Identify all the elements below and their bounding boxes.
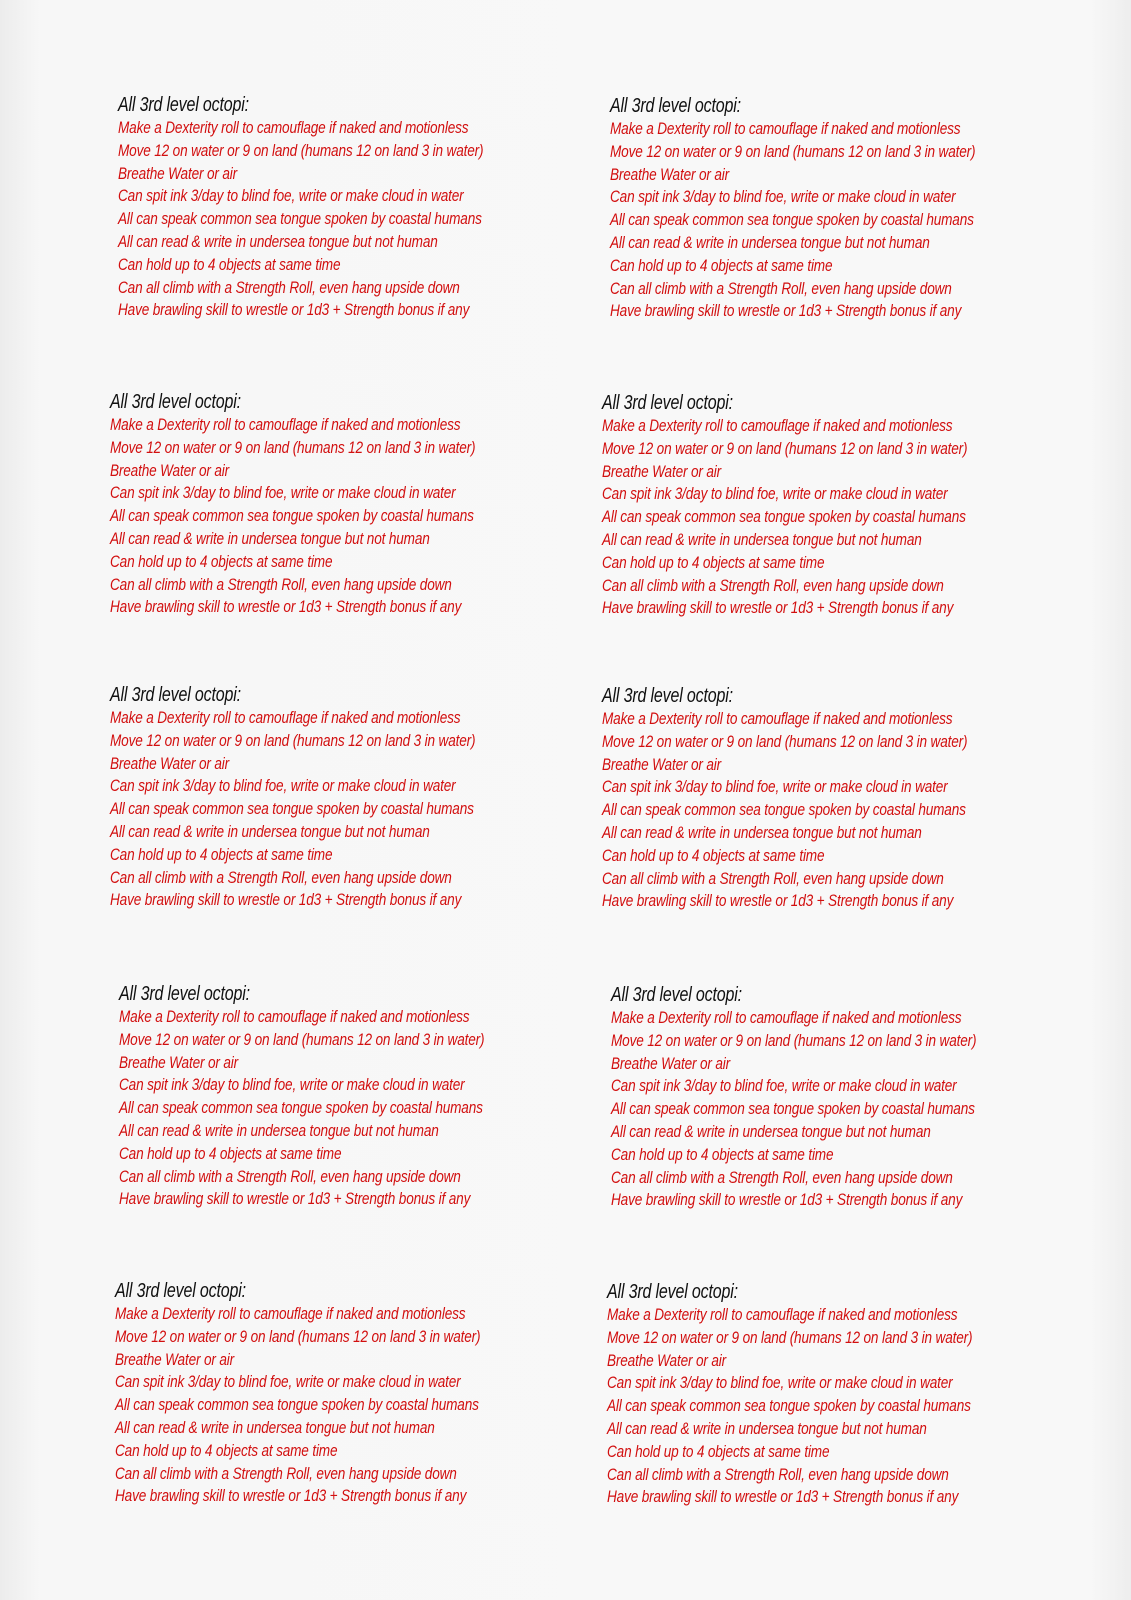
- ability-line: Have brawling skill to wrestle or 1d3 + Strength bonus if any: [119, 1189, 471, 1209]
- ability-line: Move 12 on water or 9 on land (humans 12 on land 3 in water): [115, 1326, 481, 1346]
- octopi-card-6: [602, 684, 968, 913]
- ability-line: Move 12 on water or 9 on land (humans 12 on land 3 in water): [602, 438, 968, 458]
- ability-line: Breathe Water or air: [602, 754, 722, 774]
- ability-line: All can speak common sea tongue spoken by coastal humans: [602, 507, 966, 527]
- ability-line: All can read & write in undersea tongue but not human: [118, 231, 438, 251]
- ability-line: Move 12 on water or 9 on land (humans 12 on land 3 in water): [602, 731, 968, 751]
- ability-line: Can hold up to 4 objects at same time: [115, 1440, 338, 1460]
- octopi-card-2: [610, 94, 976, 323]
- ability-line: All can speak common sea tongue spoken by coastal humans: [611, 1099, 975, 1119]
- card-title: All 3rd level octopi:: [602, 685, 733, 707]
- ability-line: Move 12 on water or 9 on land (humans 12 on land 3 in water): [118, 140, 484, 160]
- ability-line: All can read & write in undersea tongue but not human: [607, 1418, 927, 1438]
- card-title: All 3rd level octopi:: [110, 391, 241, 413]
- card-title: All 3rd level octopi:: [602, 392, 733, 414]
- ability-line: All can speak common sea tongue spoken by coastal humans: [118, 209, 482, 229]
- ability-line: Can hold up to 4 objects at same time: [610, 255, 833, 275]
- ability-line: Make a Dexterity roll to camouflage if naked and motionless: [610, 119, 961, 138]
- ability-line: Have brawling skill to wrestle or 1d3 + Strength bonus if any: [611, 1190, 963, 1210]
- ability-line: All can read & write in undersea tongue but not human: [602, 529, 922, 549]
- ability-line: Can spit ink 3/day to blind foe, write or make cloud in water: [119, 1075, 465, 1095]
- octopi-card-8: [611, 983, 977, 1212]
- octopi-card-7: [119, 982, 485, 1211]
- ability-line: Can hold up to 4 objects at same time: [602, 845, 825, 865]
- ability-line: Can all climb with a Strength Roll, even hang upside down: [118, 277, 460, 297]
- octopi-card-4: [602, 391, 968, 620]
- ability-line: Can hold up to 4 objects at same time: [110, 844, 333, 864]
- ability-line: All can read & write in undersea tongue but not human: [115, 1417, 435, 1437]
- ability-line: All can speak common sea tongue spoken by coastal humans: [119, 1098, 483, 1118]
- ability-line: Can all climb with a Strength Roll, even hang upside down: [611, 1167, 953, 1187]
- ability-line: Can spit ink 3/day to blind foe, write or make cloud in water: [602, 777, 948, 797]
- ability-line: Can all climb with a Strength Roll, even hang upside down: [115, 1463, 457, 1483]
- ability-line: Can hold up to 4 objects at same time: [607, 1441, 830, 1461]
- ability-line: All can speak common sea tongue spoken by coastal humans: [602, 800, 966, 820]
- card-title: All 3rd level octopi:: [607, 1281, 738, 1303]
- card-title: All 3rd level octopi:: [119, 983, 250, 1005]
- ability-line: Move 12 on water or 9 on land (humans 12 on land 3 in water): [119, 1029, 485, 1049]
- ability-line: Make a Dexterity roll to camouflage if naked and motionless: [119, 1007, 470, 1026]
- ability-line: Can all climb with a Strength Roll, even hang upside down: [602, 868, 944, 888]
- ability-line: Can spit ink 3/day to blind foe, write or make cloud in water: [115, 1372, 461, 1392]
- octopi-card-10: [607, 1280, 973, 1509]
- ability-line: Have brawling skill to wrestle or 1d3 + Strength bonus if any: [118, 300, 470, 320]
- ability-line: Can hold up to 4 objects at same time: [110, 551, 333, 571]
- ability-line: Move 12 on water or 9 on land (humans 12 on land 3 in water): [611, 1030, 977, 1050]
- ability-line: Have brawling skill to wrestle or 1d3 + Strength bonus if any: [610, 301, 962, 321]
- ability-line: All can speak common sea tongue spoken by coastal humans: [610, 210, 974, 230]
- ability-line: Make a Dexterity roll to camouflage if naked and motionless: [115, 1304, 466, 1323]
- card-title: All 3rd level octopi:: [115, 1280, 246, 1302]
- ability-line: Breathe Water or air: [119, 1052, 239, 1072]
- ability-line: Can all climb with a Strength Roll, even hang upside down: [602, 575, 944, 595]
- ability-line: Make a Dexterity roll to camouflage if naked and motionless: [602, 416, 953, 435]
- octopi-card-9: [115, 1279, 481, 1508]
- ability-line: All can read & write in undersea tongue but not human: [119, 1120, 439, 1140]
- ability-line: Can all climb with a Strength Roll, even hang upside down: [610, 278, 952, 298]
- ability-line: Have brawling skill to wrestle or 1d3 + Strength bonus if any: [602, 598, 954, 618]
- octopi-card-1: [118, 93, 484, 322]
- ability-line: Can spit ink 3/day to blind foe, write or make cloud in water: [611, 1076, 957, 1096]
- ability-line: Can all climb with a Strength Roll, even hang upside down: [110, 574, 452, 594]
- ability-line: Have brawling skill to wrestle or 1d3 + Strength bonus if any: [110, 890, 462, 910]
- octopi-card-3: [110, 390, 476, 619]
- ability-line: Make a Dexterity roll to camouflage if naked and motionless: [607, 1305, 958, 1324]
- ability-line: All can read & write in undersea tongue but not human: [602, 822, 922, 842]
- ability-line: Can spit ink 3/day to blind foe, write or make cloud in water: [610, 187, 956, 207]
- ability-line: Make a Dexterity roll to camouflage if naked and motionless: [602, 709, 953, 728]
- ability-line: Breathe Water or air: [115, 1349, 235, 1369]
- ability-line: Can all climb with a Strength Roll, even hang upside down: [110, 867, 452, 887]
- ability-line: All can read & write in undersea tongue but not human: [110, 821, 430, 841]
- ability-line: Can all climb with a Strength Roll, even hang upside down: [607, 1464, 949, 1484]
- ability-line: Make a Dexterity roll to camouflage if naked and motionless: [110, 708, 461, 727]
- ability-line: All can speak common sea tongue spoken by coastal humans: [110, 506, 474, 526]
- ability-line: Have brawling skill to wrestle or 1d3 + Strength bonus if any: [110, 597, 462, 617]
- card-title: All 3rd level octopi:: [610, 95, 741, 117]
- ability-line: Move 12 on water or 9 on land (humans 12 on land 3 in water): [610, 141, 976, 161]
- ability-line: Make a Dexterity roll to camouflage if naked and motionless: [611, 1008, 962, 1027]
- card-title: All 3rd level octopi:: [118, 94, 249, 116]
- ability-line: Breathe Water or air: [110, 460, 230, 480]
- ability-line: Can hold up to 4 objects at same time: [119, 1143, 342, 1163]
- ability-line: Make a Dexterity roll to camouflage if naked and motionless: [110, 415, 461, 434]
- ability-line: Can spit ink 3/day to blind foe, write or make cloud in water: [118, 186, 464, 206]
- ability-line: All can speak common sea tongue spoken by coastal humans: [110, 799, 474, 819]
- ability-line: Can hold up to 4 objects at same time: [118, 254, 341, 274]
- ability-line: Can spit ink 3/day to blind foe, write or make cloud in water: [110, 483, 456, 503]
- ability-line: Breathe Water or air: [118, 163, 238, 183]
- ability-line: Can spit ink 3/day to blind foe, write or make cloud in water: [110, 776, 456, 796]
- ability-line: Make a Dexterity roll to camouflage if naked and motionless: [118, 118, 469, 137]
- ability-line: All can speak common sea tongue spoken by coastal humans: [607, 1396, 971, 1416]
- card-title: All 3rd level octopi:: [110, 684, 241, 706]
- ability-line: Can spit ink 3/day to blind foe, write or make cloud in water: [602, 484, 948, 504]
- ability-line: Breathe Water or air: [611, 1053, 731, 1073]
- ability-line: Can spit ink 3/day to blind foe, write or make cloud in water: [607, 1373, 953, 1393]
- ability-line: Move 12 on water or 9 on land (humans 12 on land 3 in water): [110, 730, 476, 750]
- ability-line: Breathe Water or air: [607, 1350, 727, 1370]
- ability-line: All can read & write in undersea tongue but not human: [110, 528, 430, 548]
- ability-line: Move 12 on water or 9 on land (humans 12 on land 3 in water): [110, 437, 476, 457]
- ability-line: Have brawling skill to wrestle or 1d3 + Strength bonus if any: [607, 1487, 959, 1507]
- ability-line: Can hold up to 4 objects at same time: [611, 1144, 834, 1164]
- ability-line: All can read & write in undersea tongue but not human: [610, 232, 930, 252]
- ability-line: Move 12 on water or 9 on land (humans 12 on land 3 in water): [607, 1327, 973, 1347]
- card-title: All 3rd level octopi:: [611, 984, 742, 1006]
- ability-line: Can hold up to 4 objects at same time: [602, 552, 825, 572]
- octopi-card-5: [110, 683, 476, 912]
- ability-line: Have brawling skill to wrestle or 1d3 + Strength bonus if any: [115, 1486, 467, 1506]
- ability-line: All can read & write in undersea tongue but not human: [611, 1121, 931, 1141]
- ability-line: All can speak common sea tongue spoken by coastal humans: [115, 1395, 479, 1415]
- ability-line: Breathe Water or air: [610, 164, 730, 184]
- ability-line: Have brawling skill to wrestle or 1d3 + Strength bonus if any: [602, 891, 954, 911]
- ability-line: Breathe Water or air: [602, 461, 722, 481]
- ability-line: Breathe Water or air: [110, 753, 230, 773]
- ability-line: Can all climb with a Strength Roll, even hang upside down: [119, 1166, 461, 1186]
